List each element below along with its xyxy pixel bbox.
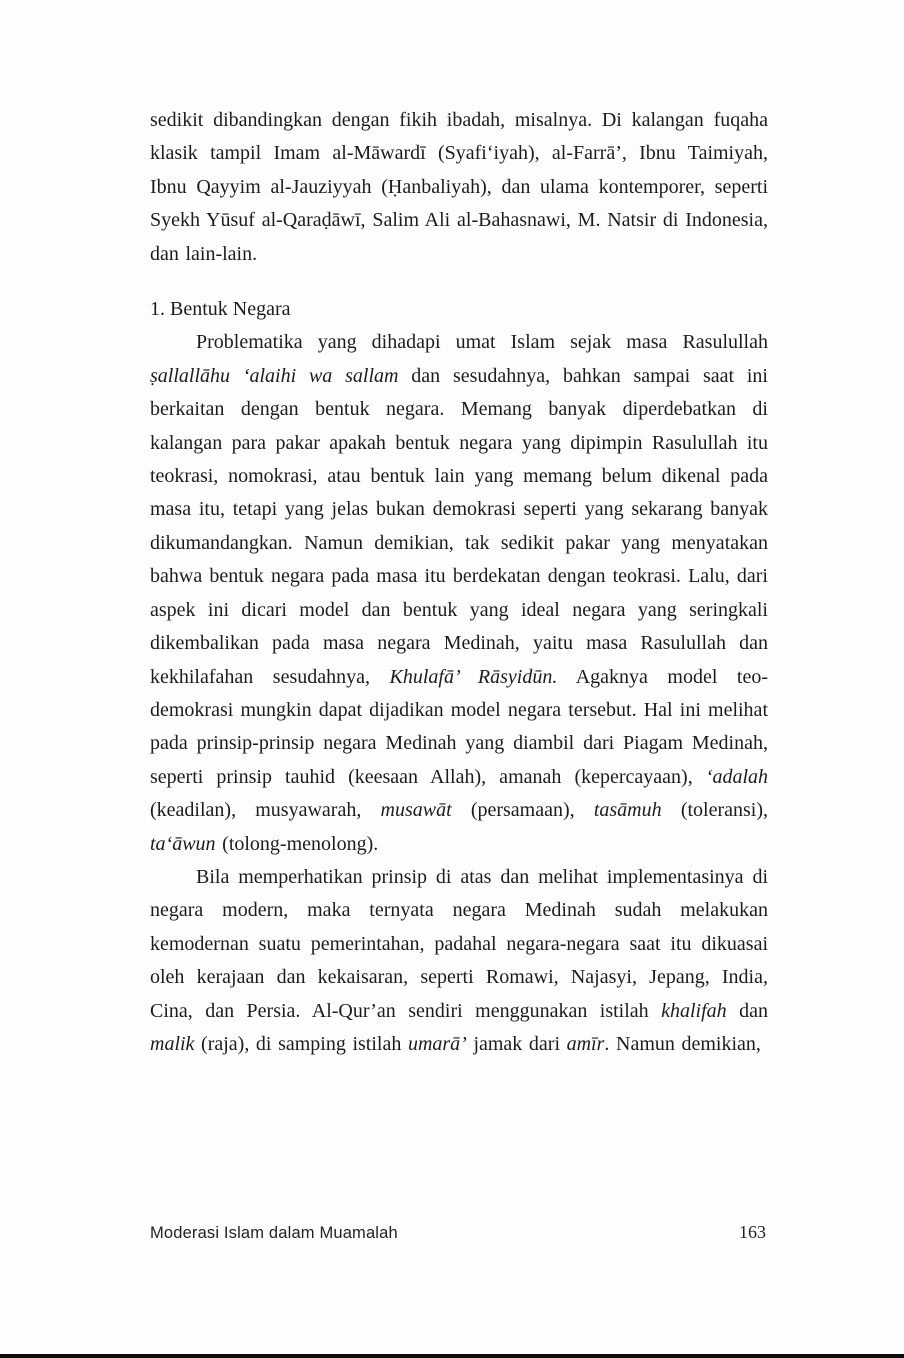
page-body [150, 104, 768, 1061]
footer-page-number: 163 [739, 1222, 766, 1242]
italic-text-run: musawāt [380, 799, 452, 822]
footer-book-title: Moderasi Islam dalam Muamalah [150, 1224, 398, 1242]
italic-text-run: amīr [566, 1032, 605, 1055]
italic-text-run: ta‘āwun [150, 832, 216, 855]
text-run: (tolong-menolong). [215, 832, 379, 855]
text-run: (keadilan), musyawarah, [150, 799, 381, 822]
page-footer [150, 1222, 766, 1243]
text-run: . Namun demikian, [604, 1032, 761, 1055]
italic-text-run: khalifah [661, 999, 727, 1022]
italic-text-run: tasāmuh [593, 799, 662, 822]
italic-text-run: Khulafā’ Rāsyidūn. [389, 665, 558, 688]
text-run: sedikit dibandingkan dengan fikih ibadah, misalnya. Di kalangan fuqaha klasik tampil Imam al-Māwardī (Syafi‘iyah), al-Farrā’, Ibnu Taimiyah, Ibnu Qayyim al-Jauziyyah (Ḥanbaliyah), dan ulama kontemporer, seperti Syekh Yūsuf al-Qaraḍāwī, Salim Ali al-Bahasnawi, M. Natsir di Indonesia, dan lain-lain. [150, 109, 768, 265]
text-run: jamak dari [466, 1032, 567, 1055]
text-run: dan sesudahnya, bahkan sampai saat ini berkaitan dengan bentuk negara. Memang banyak diperdebatkan di kalangan para pakar apakah bentuk negara yang dipimpin Rasulullah itu teokrasi, nomokrasi, atau bentuk lain yang memang belum dikenal pada masa itu, tetapi yang jelas bukan demokrasi seperti yang sekarang banyak dikumandangkan. Namun demikian, tak sedikit pakar yang menyatakan bahwa bentuk negara pada masa itu berdekatan dengan teokrasi. Lalu, dari aspek ini dicari model dan bentuk yang ideal negara yang seringkali dikembalikan pada masa negara Medinah, yaitu masa Rasulullah dan kekhilafahan sesudahnya, [150, 364, 768, 688]
section-heading: 1. Bentuk Negara [150, 298, 291, 321]
paragraph [150, 326, 768, 861]
text-run: Bila memperhatikan prinsip di atas dan melihat implementasinya di negara modern, maka ternyata negara Medinah sudah melakukan kemodernan suatu pemerintahan, padahal negara-negara saat itu dikuasai oleh kerajaan dan kekaisaran, seperti Romawi, Najasyi, Jepang, India, Cina, dan Persia. Al-Qur’an sendiri menggunakan istilah [150, 865, 768, 1022]
text-run: (toleransi), [661, 799, 769, 822]
italic-text-run: ‘adalah [705, 765, 768, 788]
text-run: Agaknya model teo-demokrasi mungkin dapat dijadikan model negara tersebut. Hal ini melihat pada prinsip-prinsip negara Medinah yang diambil dari Piagam Medinah, seperti prinsip tauhid (keesaan Allah), amanah (kepercayaan), [150, 665, 769, 788]
italic-text-run: umarā’ [407, 1032, 467, 1055]
text-run: dan [726, 999, 768, 1022]
paragraph [150, 861, 768, 1061]
text-run: Problematika yang dihadapi umat Islam sejak masa Rasulullah [196, 331, 768, 354]
page-bottom-edge [0, 1354, 904, 1358]
text-run: (persamaan), [451, 799, 594, 822]
text-run: (raja), di samping istilah [194, 1032, 408, 1055]
italic-text-run: ṣallallāhu ‘alaihi wa sallam [150, 364, 399, 387]
paragraph [150, 104, 768, 271]
italic-text-run: malik [150, 1032, 195, 1055]
